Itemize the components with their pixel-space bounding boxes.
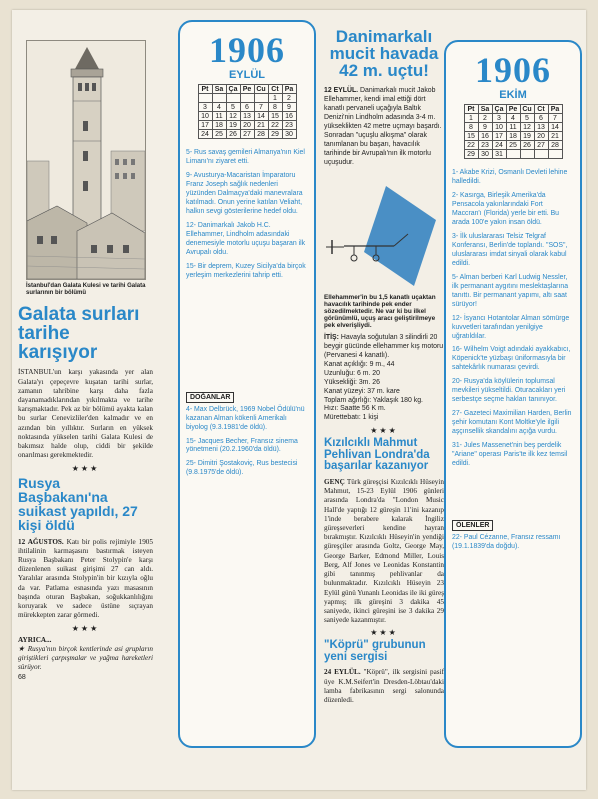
calendar-day: 5 — [520, 114, 534, 123]
calendar-day — [254, 94, 268, 103]
tower-drawing — [27, 41, 145, 279]
spec-row: Kanat açıklığı: 9 m., 44 — [324, 360, 395, 368]
rusya-headline: Rusya Başbakanı'na suikast yapıldı, 27 kişi öldü — [18, 474, 138, 533]
calendar-day: 7 — [254, 103, 268, 112]
event-item: 5- Alman berberi Karl Ludwig Nessler, ilk permanant aygıtını meslektaşlarına tanıttı. Bir permanant yapımı, altı saat sürüyor! — [452, 273, 569, 308]
calendar-day — [240, 94, 254, 103]
calendar-day: 13 — [240, 112, 254, 121]
spec-row: Mürettebatı: 1 kişi — [324, 414, 379, 422]
kopru-text: "Köprü", ilk sergisini pasif üye K.M.Seifert'in Dresden-Löbtau'daki lamba fabrikasının sergi salonunda düzenledi. — [324, 668, 444, 705]
weekday-header: Ça — [492, 105, 506, 114]
calendar-day: 27 — [240, 130, 254, 139]
calendar-day: 1 — [464, 114, 478, 123]
event-item: 1- Akabe Krizi, Osmanlı Devleti lehine halledildi. — [452, 169, 568, 185]
event-item: 12- Danimarkalı Jakob H.C. Ellehammer, Lindholm adasındaki denemesiyle motorlu uçuşu başaran ilk Avrupalı oldu. — [186, 221, 306, 256]
spec-row: Yüksekliği: 3m. 26 — [324, 378, 380, 386]
calendar-day: 8 — [268, 103, 282, 112]
calendar-day — [548, 150, 562, 159]
spec-intro — [324, 334, 444, 361]
weekday-header: Pa — [548, 105, 562, 114]
calendar-day: 25 — [506, 141, 520, 150]
weekday-header: Pe — [240, 85, 254, 94]
weekday-header: Ça — [226, 85, 240, 94]
calendar-day: 29 — [464, 150, 478, 159]
spec-row: Kanat yüzeyi: 37 m. kare — [324, 387, 400, 395]
deaths-label: ÖLENLER — [452, 520, 493, 531]
event-item: 31- Jules Massenet'nin beş perdelik "Ariane" operası Paris'te ilk kez temsil edildi. — [452, 442, 568, 468]
event-item: 20- Rusya'da köylülerin toplumsal mevkileri yükseltildi. Oturacakları yeri serbestçe seçme hakları tanınıyor. — [452, 378, 566, 404]
births-list — [186, 406, 308, 479]
calendar-day: 20 — [240, 121, 254, 130]
births-label: DOĞANLAR — [186, 392, 234, 403]
galata-article: İSTANBUL'un karşı yakasında yer alan Galata'yı çepeçevre kuşatan tarihi surlar, zamanın tahribine karşı daha fazla dayanamadıklarından yıkılmakta ve tarihe karışmaktadır. Pek az bir bölümü ayakta kalan bu surlar Cenevizliler'den kalmadır ve en azından bin yıllıktır. Surların en yüksek noktasında yükselen tarihi Galata Kulesi de bakımsız halde olup, ciddi bir şekilde onarılması gerekmektedir. — [18, 368, 153, 460]
calendar-day: 21 — [254, 121, 268, 130]
calendar-day: 3 — [198, 103, 212, 112]
calendar-day: 31 — [492, 150, 506, 159]
separator-stars: ★★★ — [71, 463, 100, 473]
birth-item: 4- Max Delbrück, 1969 Nobel Ödülü'nü kazanan Alman kökenli Amerikalı biyolog (9.3.1981'de öldü). — [186, 405, 305, 431]
separator-stars: ★★★ — [370, 628, 398, 638]
birth-item: 25- Dimitri Şostakoviç, Rus bestecisi (9.8.1975'de öldü). — [186, 460, 298, 477]
aircraft-caption: Ellehammer'in bu 1,5 kanatlı uçaktan havacılık tarihinde pek ender sözedilmektedir. Ne var ki bu ilkel görünümlü, uçuş aracı geliştirilmeye pek elverişliydi. — [324, 293, 436, 329]
calendar-day: 10 — [492, 123, 506, 132]
calendar-day — [520, 150, 534, 159]
event-item: 2- Kasırga, Birleşik Amerika'da Pensacola yakınlarındaki Fort Maccran'ı (Florida) yerle bir etti. Bu arada 100'e yakın insan öldü. — [452, 191, 560, 226]
danimarka-date: 12 EYLÜL. — [324, 87, 359, 94]
calendar-day: 13 — [534, 123, 548, 132]
illustration-caption: İstanbul'dan Galata Kulesi ve tarihi Galata surlarının bir bölümü — [26, 283, 146, 297]
calendar-day: 15 — [268, 112, 282, 121]
calendar-day: 29 — [268, 130, 282, 139]
column-galata — [18, 40, 153, 788]
calendar-day: 11 — [212, 112, 226, 121]
spec-row: Uzunluğu: 6 m. 20 — [324, 369, 380, 377]
aircraft-illustration — [324, 174, 444, 292]
calendar-day: 16 — [478, 132, 492, 141]
eylul-events — [186, 149, 308, 281]
calendar-day: 28 — [254, 130, 268, 139]
kopru-article — [324, 668, 444, 705]
weekday-header: Pt — [198, 85, 212, 94]
galata-tower-illustration — [26, 40, 146, 280]
pehlivan-headline: Kızılcıklı Mahmut Pehlivan Londra'da başarılar kazanıyor — [324, 437, 430, 473]
danimarka-headline: Danimarkalı mucit havada 42 m. uçtu! — [329, 28, 439, 80]
calendar-day: 26 — [226, 130, 240, 139]
ekim-calendar-panel — [444, 40, 582, 748]
calendar-day: 6 — [240, 103, 254, 112]
year-title: 1906 — [209, 30, 285, 70]
calendar-day: 18 — [506, 132, 520, 141]
rusya-text: Katı bir polis rejimiyle 1905 ihtilalinin karmaşasını bastırmak isteyen Rusya Başbakanı Peter Stolypin'e karşı düzenlenen suikast girişimi 27 can aldı. Yaralılar arasında Stolypin'in bir kızıyla oğlu da var. Patlama esnasında yazı masasının başında oturan Başbakan, soğukkanlılığını koruyarak ve sadece üstüne sıçrayan mürekkepten zarar görmedi. — [18, 537, 153, 620]
calendar-day: 19 — [226, 121, 240, 130]
galata-headline: Galata surları tarihe karışıyor — [18, 304, 140, 364]
danimarka-text: Danimarkalı mucit Jakob Ellehammer, kendi imal ettiği dört kanatlı pervaneli uçağıyla Baltık Denizi'nin Lindholm adasında 3-4 m. yükseklikten 42 metre uçmayı başardı. Sonradan "uçuşlu alkışma" olarak tanımlanan bu başarı, havacılık tarihinde bir Avrupalı'nın ilk motorlu uçuşudur. — [324, 87, 442, 166]
calendar-day: 1 — [268, 94, 282, 103]
calendar-day: 26 — [520, 141, 534, 150]
calendar-day — [226, 94, 240, 103]
year-title: 1906 — [475, 50, 551, 90]
rusya-article — [18, 538, 153, 621]
calendar-day: 5 — [226, 103, 240, 112]
calendar-day: 12 — [520, 123, 534, 132]
event-item: 16- Wilhelm Voigt adındaki ayakkabıcı, Köpenick'te yüzbaşı üniformasıyla bir sahtekârlık numarası çevirdi. — [452, 346, 571, 372]
pehlivan-text: Türk güreşçisi Kızılcıklı Hüseyin Mahmut, 15-23 Eylül 1906 günleri arasında Londra'da "London Music Hall'de yaptığı 12 güreşin 11'ini kazanıp 1'inde berabere kalarak İngiliz güreşseverleri kendine hayran bırakmıştır. Kızılcıklı Hüseyin'in yendiği güreşçiler arasında Goltz, George May, George Barker, Edmond Miller, Louis Berg, Alf Jones ve Leonidas Konstantin gibi tanınmış pehlivanlar da bulunmaktadır. Kızılcıklı Hüseyin 23 Eylül günü Yunanlı Leonidas ile iki güreş yapmış; ilk güreşini 3 dakika 45 saniyede, ikinci güreşini ise 3 dakika 29 saniyede kazanmıştır. — [324, 477, 444, 625]
month-title: EYLÜL — [228, 69, 266, 81]
calendar-day: 27 — [534, 141, 548, 150]
column-ekim — [444, 40, 582, 750]
calendar-day: 28 — [548, 141, 562, 150]
month-title: EKİM — [499, 89, 527, 101]
kopru-date: 24 EYLÜL. — [324, 668, 361, 677]
event-item: 3- İlk uluslararası Telsiz Telgraf Konferansı, Berlin'de toplandı. "SOS", uluslararası imdat sinyali olarak kabul edildi. — [452, 232, 568, 267]
ekim-calendar — [464, 104, 563, 159]
calendar-day: 23 — [478, 141, 492, 150]
calendar-day: 23 — [282, 121, 296, 130]
calendar-day: 14 — [254, 112, 268, 121]
weekday-header: Cu — [520, 105, 534, 114]
event-item: 9- Avusturya-Macaristan İmparatoru Franz Joseph sağlık nedenleri yüzünden Dalmaçya'daki manevralara katılmadı. Onun yerine katılan Veliaht, halkın sevgi gösterilerine hedef oldu. — [186, 171, 303, 215]
calendar-day: 12 — [226, 112, 240, 121]
calendar-day: 4 — [212, 103, 226, 112]
eylul-calendar — [198, 84, 297, 139]
pehlivan-lead: GENÇ — [324, 477, 345, 486]
page-number: 68 — [18, 674, 26, 682]
calendar-day — [198, 94, 212, 103]
weekday-header: Sa — [478, 105, 492, 114]
deaths-list — [452, 534, 574, 552]
calendar-day: 20 — [534, 132, 548, 141]
calendar-day: 2 — [282, 94, 296, 103]
calendar-day: 14 — [548, 123, 562, 132]
calendar-day: 3 — [492, 114, 506, 123]
danimarka-article — [324, 87, 444, 168]
calendar-day: 9 — [478, 123, 492, 132]
aircraft-specs — [324, 361, 444, 424]
ayrica-label: AYRICA... — [18, 635, 52, 644]
birth-item: 15- Jacques Becher, Fransız sinema yönetmeni (20.2.1960'da öldü). — [186, 437, 298, 454]
calendar-day: 17 — [198, 121, 212, 130]
event-item: 15- Bir deprem, Kuzey Sicilya'da birçok yerleşim merkezlerini tahrip etti. — [186, 262, 306, 279]
weekday-header: Ct — [268, 85, 282, 94]
calendar-day: 8 — [464, 123, 478, 132]
calendar-day: 24 — [198, 130, 212, 139]
weekday-header: Cu — [254, 85, 268, 94]
calendar-day: 9 — [282, 103, 296, 112]
eylul-calendar-panel — [178, 20, 316, 748]
weekday-header: Ct — [534, 105, 548, 114]
aircraft-figure — [324, 174, 444, 292]
kopru-headline: "Köprü" grubunun yeni sergisi — [324, 639, 426, 663]
calendar-day: 24 — [492, 141, 506, 150]
magazine-page — [12, 10, 586, 790]
weekday-header: Pe — [506, 105, 520, 114]
calendar-day — [212, 94, 226, 103]
column-danimarka — [324, 28, 444, 778]
calendar-day: 11 — [506, 123, 520, 132]
calendar-day: 16 — [282, 112, 296, 121]
separator-stars: ★★★ — [71, 623, 100, 633]
calendar-day: 30 — [478, 150, 492, 159]
pehlivan-article — [324, 478, 444, 626]
rusya-date: 12 AĞUSTOS. — [18, 537, 64, 546]
calendar-day: 17 — [492, 132, 506, 141]
calendar-day: 15 — [464, 132, 478, 141]
spec-row: Toplam ağırlığı: Yaklaşık 180 kg. — [324, 396, 423, 404]
calendar-day: 4 — [506, 114, 520, 123]
calendar-day — [534, 150, 548, 159]
calendar-day: 10 — [198, 112, 212, 121]
weekday-header: Pt — [464, 105, 478, 114]
weekday-header: Sa — [212, 85, 226, 94]
calendar-day: 30 — [282, 130, 296, 139]
calendar-day: 19 — [520, 132, 534, 141]
spec-label: İTİŞ: — [324, 333, 339, 341]
calendar-day: 2 — [478, 114, 492, 123]
event-item: 12- İsyancı Hotantolar Alman sömürge kuvvetleri tarafından yenilgiye uğratıldılar. — [452, 314, 570, 340]
calendar-day: 18 — [212, 121, 226, 130]
calendar-day: 25 — [212, 130, 226, 139]
calendar-day — [506, 150, 520, 159]
event-item: 5- Rus savaş gemileri Almanya'nın Kiel Limanı'nı ziyaret etti. — [186, 149, 305, 165]
weekday-header: Pa — [282, 85, 296, 94]
separator-stars: ★★★ — [370, 426, 398, 436]
spec-text: Havayla soğutulan 3 silindirli 20 beygir gücünde ellehammer kış motoru (Pervanesi 4 kanatlı). — [324, 333, 444, 359]
calendar-day: 21 — [548, 132, 562, 141]
ayrica-text: ★ Rusya'nın birçok kentlerinde asi grupların giriştikleri çarpışmalar ve yağma hareketleri sürüyor. — [18, 644, 153, 672]
calendar-day: 22 — [268, 121, 282, 130]
event-item: 27- Gazeteci Maximilian Harden, Berlin şehir komutanı Kont Moltke'yle ilgili aşçınsellik skandalını açığa vurdu. — [452, 410, 572, 436]
calendar-day: 6 — [534, 114, 548, 123]
ekim-events — [452, 169, 574, 469]
calendar-day: 22 — [464, 141, 478, 150]
column-eylul — [178, 20, 316, 750]
calendar-day: 7 — [548, 114, 562, 123]
spec-row: Hızı: Saatte 56 K m. — [324, 405, 386, 413]
death-item: 22- Paul Cézanne, Fransız ressamı (19.1.1839'da doğdu). — [452, 534, 561, 551]
